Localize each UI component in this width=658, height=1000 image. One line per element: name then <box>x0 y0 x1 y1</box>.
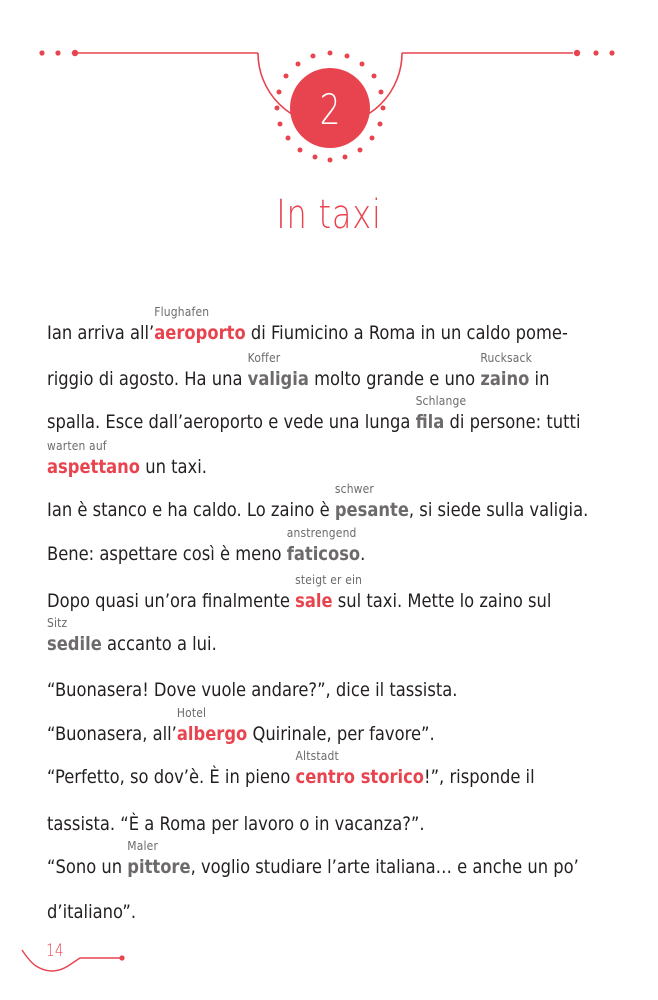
gloss-translation: anstrengend <box>286 525 357 540</box>
page-number: 14 <box>46 941 64 961</box>
text-span: !”, risponde il <box>424 766 535 788</box>
text-span: molto grande e uno <box>308 368 481 390</box>
gloss-translation: Maler <box>127 838 159 853</box>
vocab-word-text: sale <box>295 590 333 612</box>
vocab-word-text: fila <box>415 411 445 433</box>
text-span: “Sono un <box>47 856 128 878</box>
gloss-translation: Koffer <box>247 350 281 365</box>
text-span: Ian è stanco e ha caldo. Lo zaino è <box>47 499 335 521</box>
text-span: un taxi. <box>140 456 207 478</box>
text-span: “Perfetto, so dov’è. È in pieno <box>47 766 296 788</box>
gloss-translation: Flughafen <box>154 304 210 319</box>
chapter-number: 2 <box>319 85 341 134</box>
vocab-word-text: sedile <box>47 633 102 655</box>
text-span: sul taxi. Mette lo zaino sul <box>332 590 552 612</box>
text-span: in <box>529 368 550 390</box>
vocab-word-text: pesante <box>334 499 409 521</box>
vocab-word-text: aspettano <box>47 456 141 478</box>
text-span: di persone: tutti <box>444 411 581 433</box>
text-span: . <box>360 543 366 565</box>
text-span: Ian arriva all’ <box>47 322 155 344</box>
text-span: Quirinale, per favore”. <box>247 723 435 745</box>
text-span: di Fiumicino a Roma in un caldo pome- <box>245 322 568 344</box>
vocab-word-text: aeroporto <box>154 322 246 344</box>
text-span: d’italiano”. <box>47 901 137 923</box>
gloss-translation: Rucksack <box>480 350 532 365</box>
text-span: , si siede sulla valigia. <box>408 499 589 521</box>
vocab-word-text: centro storico <box>295 766 425 788</box>
vocab-word-text: valigia <box>247 368 309 390</box>
gloss-translation: Sitz <box>47 615 68 630</box>
gloss-translation: Altstadt <box>295 748 339 763</box>
text-span: accanto a lui. <box>101 633 217 655</box>
text-span: Bene: aspettare così è meno <box>47 543 287 565</box>
gloss-translation: Hotel <box>176 705 207 720</box>
gloss-translation: steigt er ein <box>295 572 363 587</box>
text-span: “Buonasera! Dove vuole andare?”, dice il tassista. <box>47 679 458 701</box>
vocab-word-text: faticoso <box>286 543 361 565</box>
text-span: tassista. “È a Roma per lavoro o in vacanza?”. <box>47 813 425 835</box>
gloss-translation: warten auf <box>47 438 107 453</box>
gloss-translation: schwer <box>334 481 375 496</box>
text-span: riggio di agosto. Ha una <box>47 368 248 390</box>
text-span: spalla. Esce dall’aeroporto e vede una lunga <box>47 411 416 433</box>
vocab-word-text: albergo <box>176 723 248 745</box>
vocab-word-text: zaino <box>480 368 530 390</box>
chapter-title: In taxi <box>276 192 382 238</box>
vocab-word-text: pittore <box>127 856 191 878</box>
text-span: , voglio studiare l’arte italiana… e anche un po’ <box>190 856 579 878</box>
gloss-translation: Schlange <box>415 393 467 408</box>
text-span: “Buonasera, all’ <box>47 723 177 745</box>
text-span: Dopo quasi un’ora finalmente <box>47 590 296 612</box>
